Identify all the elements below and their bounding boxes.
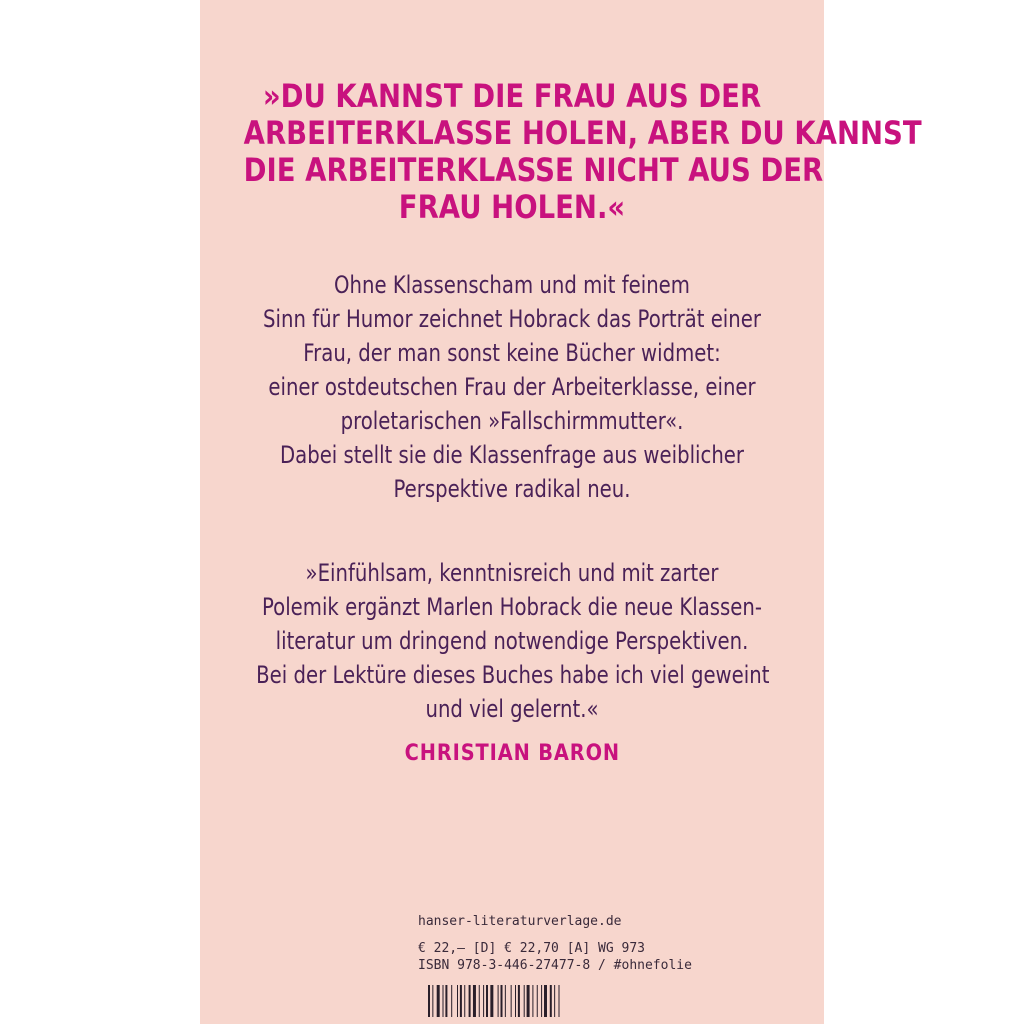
review-line: literatur um dringend notwendige Perspektiven. <box>275 627 749 655</box>
headline-line: ARBEITERKLASSE HOLEN, ABER DU KANNST <box>243 114 922 152</box>
headline-line: »DU KANNST DIE FRAU AUS DER <box>262 77 762 115</box>
barcode-bar <box>486 985 488 1017</box>
barcode-bar <box>457 985 458 1017</box>
barcode-bar <box>532 985 533 1017</box>
barcode-bar <box>541 985 542 1017</box>
review-author <box>200 739 824 769</box>
blurb-line: Ohne Klassenscham und mit feinem <box>334 271 690 299</box>
barcode-bar <box>544 985 547 1017</box>
blurb-line: Perspektive radikal neu. <box>393 475 631 503</box>
review-line: Polemik ergänzt Marlen Hobrack die neue Klassen- <box>261 593 762 621</box>
review-line: Bei der Lektüre dieses Buches habe ich viel geweint <box>256 661 770 689</box>
review-line: und viel gelernt.« <box>425 695 599 723</box>
blurb-line: Frau, der man sonst keine Bücher widmet: <box>303 339 721 367</box>
barcode-bar <box>445 985 447 1017</box>
barcode-bar <box>554 985 555 1017</box>
barcode-bar <box>559 985 560 1017</box>
isbn-line: ISBN 978-3-446-27477-8 / #ohnefolie <box>418 958 692 973</box>
barcode-bar <box>498 985 499 1017</box>
barcode-bar <box>473 985 476 1017</box>
barcode-bar <box>524 985 525 1017</box>
headline-line: DIE ARBEITERKLASSE NICHT AUS DER <box>243 151 824 189</box>
barcode-bar <box>432 985 433 1017</box>
barcode-bar <box>511 985 512 1017</box>
publisher-website: hanser-literaturverlage.de <box>418 914 622 929</box>
barcode-bar <box>428 985 430 1017</box>
barcode-bar <box>515 985 516 1017</box>
blurb-line: proletarischen »Fallschirmmutter«. <box>340 407 684 435</box>
headline-quote <box>200 77 922 226</box>
book-back-cover <box>200 0 922 1024</box>
barcode-bar <box>479 985 480 1017</box>
barcode-bar <box>483 985 484 1017</box>
barcode-bar <box>443 985 444 1017</box>
barcode-bar <box>501 985 503 1017</box>
blurb-paragraph <box>200 268 824 506</box>
barcode-bar <box>464 985 465 1017</box>
barcode-bar <box>537 985 538 1017</box>
price-line: € 22,– [D] € 22,70 [A] WG 973 <box>418 941 645 956</box>
barcode-bar <box>451 985 452 1017</box>
barcode-bar <box>550 985 552 1017</box>
barcode-bar <box>505 985 506 1017</box>
barcode-bar <box>518 985 520 1017</box>
barcode-bar <box>527 985 530 1017</box>
review-line: »Einfühlsam, kenntnisreich und mit zarter <box>305 559 719 587</box>
barcode-bar <box>437 985 440 1017</box>
blurb-line: Sinn für Humor zeichnet Hobrack das Porträt einer <box>263 305 761 333</box>
headline-line: FRAU HOLEN.« <box>398 188 626 226</box>
barcode-bar <box>490 985 493 1017</box>
barcode-bar <box>460 985 462 1017</box>
barcode-bar <box>469 985 471 1017</box>
blurb-line: Dabei stellt sie die Klassenfrage aus weiblicher <box>279 441 745 469</box>
blurb-line: einer ostdeutschen Frau der Arbeiterklasse, einer <box>268 373 756 401</box>
review-quote <box>200 556 824 726</box>
barcode-icon <box>428 985 604 1017</box>
review-author-name: CHRISTIAN BARON <box>404 741 620 766</box>
